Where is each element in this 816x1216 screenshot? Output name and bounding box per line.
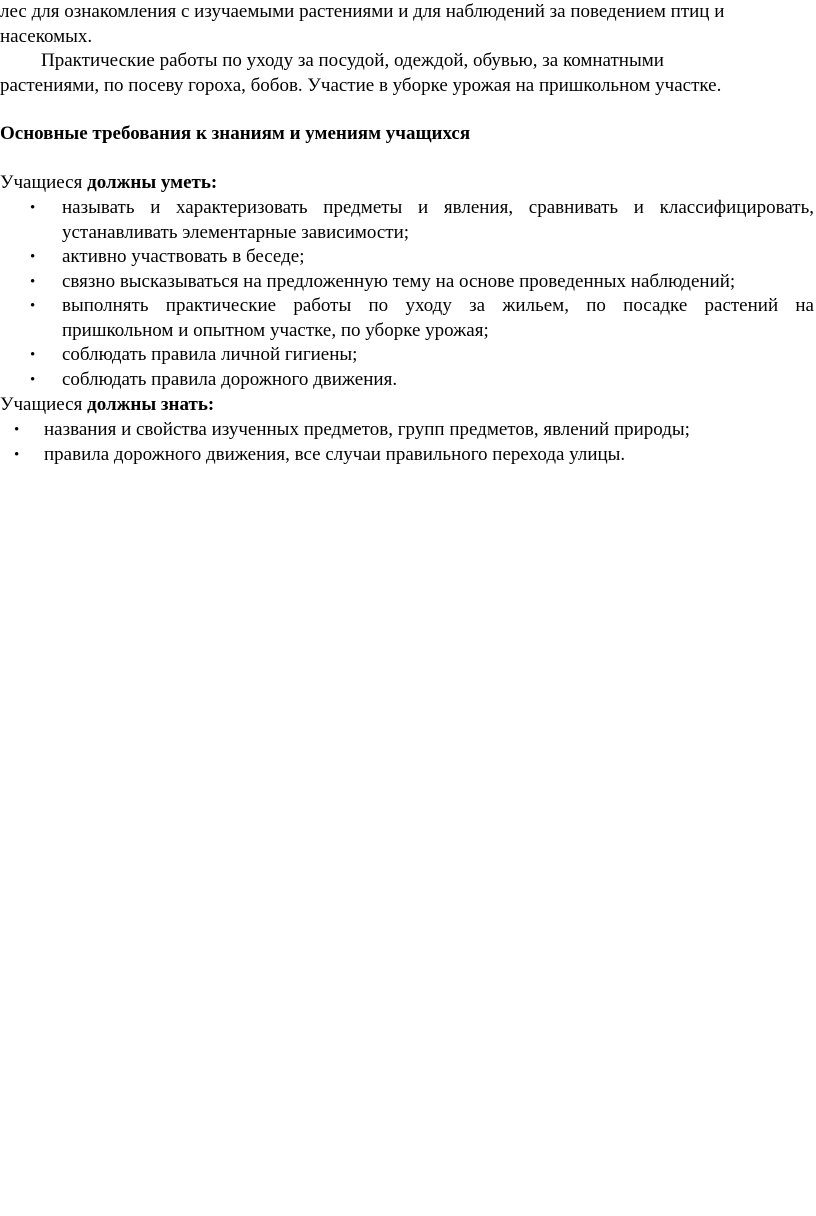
bullet-icon: • bbox=[30, 298, 36, 314]
bullet-icon: • bbox=[30, 249, 36, 265]
intro-line-4: растениями, по посеву гороха, бобов. Участие в уборке урожая на пришкольном участке. bbox=[0, 74, 722, 96]
intro-line-3: Практические работы по уходу за посудой, одеждой, обувью, за комнатными bbox=[41, 50, 664, 71]
skills-item-5-line-1: соблюдать правила личной гигиены; bbox=[62, 344, 358, 365]
list-item bbox=[30, 270, 814, 295]
bullet-icon: • bbox=[30, 347, 36, 363]
bullet-icon: • bbox=[14, 446, 20, 463]
bullet-icon: • bbox=[30, 371, 36, 388]
skills-lead-bold: должны уметь: bbox=[87, 172, 218, 193]
skills-item-6-line-1: соблюдать правила дорожного движения. bbox=[62, 368, 398, 390]
bullet-icon: • bbox=[30, 273, 36, 290]
list-item bbox=[30, 368, 814, 393]
list-item bbox=[30, 245, 814, 270]
skills-lead-prefix: Учащиеся bbox=[0, 172, 88, 193]
skills-item-4-line-1: выполнять практические работы по уходу за жильем, по посадке растений на bbox=[62, 295, 814, 316]
list-item bbox=[30, 343, 814, 368]
section-heading: Основные требования к знаниям и умениям учащихся bbox=[0, 123, 471, 144]
skills-item-1-line-2: устанавливать элементарные зависимости; bbox=[62, 221, 410, 243]
knowledge-lead bbox=[0, 393, 214, 418]
knowledge-item-1-line-1: названия и свойства изученных предметов, групп предметов, явлений природы; bbox=[44, 419, 690, 440]
list-item bbox=[30, 294, 814, 343]
intro-line-1: лес для ознакомления с изучаемыми растениями и для наблюдений за поведением птиц и bbox=[0, 1, 725, 22]
intro-paragraph bbox=[0, 0, 816, 98]
list-item bbox=[30, 196, 814, 245]
skills-item-4-line-2: пришкольном и опытном участке, по уборке урожая; bbox=[62, 319, 489, 341]
bullet-icon: • bbox=[30, 200, 36, 216]
skills-item-3-line-1: связно высказываться на предложенную тему на основе проведенных наблюдений; bbox=[62, 270, 736, 292]
intro-line-2: насекомых. bbox=[0, 25, 93, 47]
knowledge-list bbox=[14, 418, 814, 467]
bullet-icon: • bbox=[14, 422, 20, 438]
knowledge-lead-bold: должны знать: bbox=[87, 394, 215, 415]
skills-list bbox=[30, 196, 814, 392]
skills-item-1-line-1: называть и характеризовать предметы и явления, сравнивать и классифицировать, bbox=[62, 197, 814, 218]
list-item bbox=[14, 418, 814, 443]
knowledge-item-2-line-1: правила дорожного движения, все случаи правильного перехода улицы. bbox=[44, 443, 626, 465]
knowledge-lead-prefix: Учащиеся bbox=[0, 394, 88, 415]
skills-lead bbox=[0, 171, 217, 196]
skills-item-2-line-1: активно участвовать в беседе; bbox=[62, 246, 305, 267]
list-item bbox=[14, 443, 814, 468]
